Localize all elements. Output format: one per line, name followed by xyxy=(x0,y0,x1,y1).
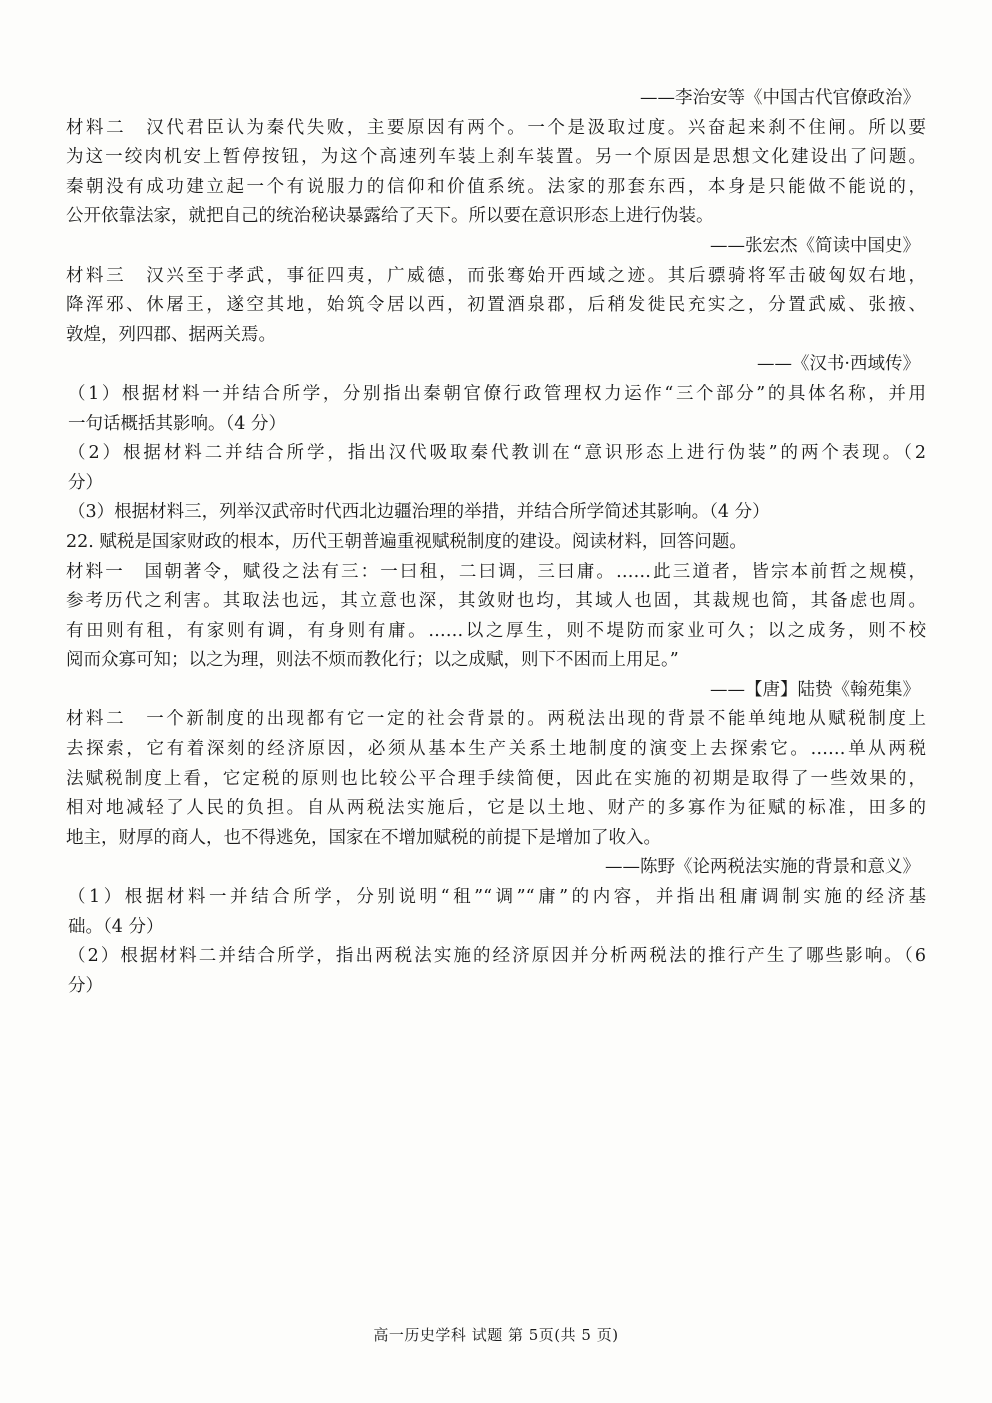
material-paragraph xyxy=(66,558,926,676)
text-line: 降浑邪、休屠王，遂空其地，始筑令居以西，初置酒泉郡，后稍发徙民充实之，分置武威、张掖、 xyxy=(66,295,926,316)
question xyxy=(66,942,926,1001)
page-content xyxy=(66,84,926,1001)
text-line: 础。（4 分） xyxy=(68,916,164,937)
material-paragraph xyxy=(66,262,926,351)
source-citation: ——陈野《论两税法实施的背景和意义》 xyxy=(605,857,920,878)
text-line: 秦朝没有成功建立起一个有说服力的信仰和价值系统。法家的那套东西，本身是只能做不能说的， xyxy=(66,176,926,197)
source-citation: ——李治安等《中国古代官僚政治》 xyxy=(640,88,920,108)
question xyxy=(66,439,926,498)
source-citation: ——张宏杰《简读中国史》 xyxy=(710,235,920,256)
text-line: 为这一绞肉机安上暂停按钮，为这个高速列车装上刹车装置。另一个原因是思想文化建设出了问题。 xyxy=(66,147,926,168)
question xyxy=(66,883,926,942)
text-line: 22. 赋税是国家财政的根本，历代王朝普遍重视赋税制度的建设。阅读材料，回答问题。 xyxy=(66,531,747,552)
text-line: 材料二 一个新制度的出现都有它一定的社会背景的。两税法出现的背景不能单纯地从赋税制度上 xyxy=(66,709,926,730)
text-line: 分） xyxy=(68,472,103,493)
text-line: 分） xyxy=(68,975,103,996)
material-paragraph xyxy=(66,705,926,853)
text-line: 相对地减轻了人民的负担。自从两税法实施后，它是以土地、财产的多寡作为征赋的标准，田多的 xyxy=(66,798,926,819)
text-line: 法赋税制度上看，它定税的原则也比较公平合理手续简便，因此在实施的初期是取得了一些效果的， xyxy=(66,768,926,789)
text-line: 去探索，它有着深刻的经济原因，必须从基本生产关系土地制度的演变上去探索它。……单从两税 xyxy=(66,739,926,760)
text-line: （2）根据材料二并结合所学，指出两税法实施的经济原因并分析两税法的推行产生了哪些影响。（6 xyxy=(68,946,926,967)
text-line: （3）根据材料三，列举汉武帝时代西北边疆治理的举措，并结合所学简述其影响。（4 分） xyxy=(68,502,770,523)
text-line: 一句话概括其影响。（4 分） xyxy=(68,413,286,434)
text-line: 参考历代之利害。其取法也远，其立意也深，其敛财也均，其域人也固，其裁规也简，其备虑也周。 xyxy=(66,591,926,612)
text-line: 有田则有租，有家则有调，有身则有庸。……以之厚生，则不堤防而家业可久；以之成务，则不校 xyxy=(66,620,926,641)
text-line: 敦煌，列四郡、据两关焉。 xyxy=(66,324,276,345)
text-line: 地主，财厚的商人，也不得逃免，国家在不增加赋税的前提下是增加了收入。 xyxy=(66,827,661,848)
source-citation: ——【唐】陆贽《翰苑集》 xyxy=(710,679,920,700)
text-line: 材料三 汉兴至于孝武，事征四夷，广威德，而张骞始开西域之迹。其后骠骑将军击破匈奴右地， xyxy=(66,265,926,286)
material-paragraph xyxy=(66,528,926,558)
source-citation: ——《汉书·西域传》 xyxy=(756,354,920,375)
page-footer: 高一历史学科 试题 第 5页(共 5 页) xyxy=(373,1326,619,1344)
text-line: 公开依靠法家，就把自己的统治秘诀暴露给了天下。所以要在意识形态上进行伪装。 xyxy=(66,206,714,227)
text-line: 材料二 汉代君臣认为秦代失败，主要原因有两个。一个是汲取过度。兴奋起来刹不住闸。所以要 xyxy=(66,117,926,138)
text-line: （1）根据材料一并结合所学，分别说明“租”“调”“庸”的内容，并指出租庸调制实施的经济基 xyxy=(68,887,926,908)
text-line: （1）根据材料一并结合所学，分别指出秦朝官僚行政管理权力运作“三个部分”的具体名称，并用 xyxy=(68,383,926,404)
question xyxy=(66,498,926,528)
text-line: （2）根据材料二并结合所学，指出汉代吸取秦代教训在“意识形态上进行伪装”的两个表现。（2 xyxy=(68,443,926,464)
question xyxy=(66,380,926,439)
text-line: 材料一 国朝著令，赋役之法有三：一曰租，二曰调，三曰庸。……此三道者，皆宗本前哲之规模， xyxy=(66,561,926,582)
text-line: 阅而众寡可知；以之为理，则法不烦而教化行；以之成赋，则下不困而上用足。” xyxy=(66,650,679,671)
material-paragraph xyxy=(66,114,926,232)
